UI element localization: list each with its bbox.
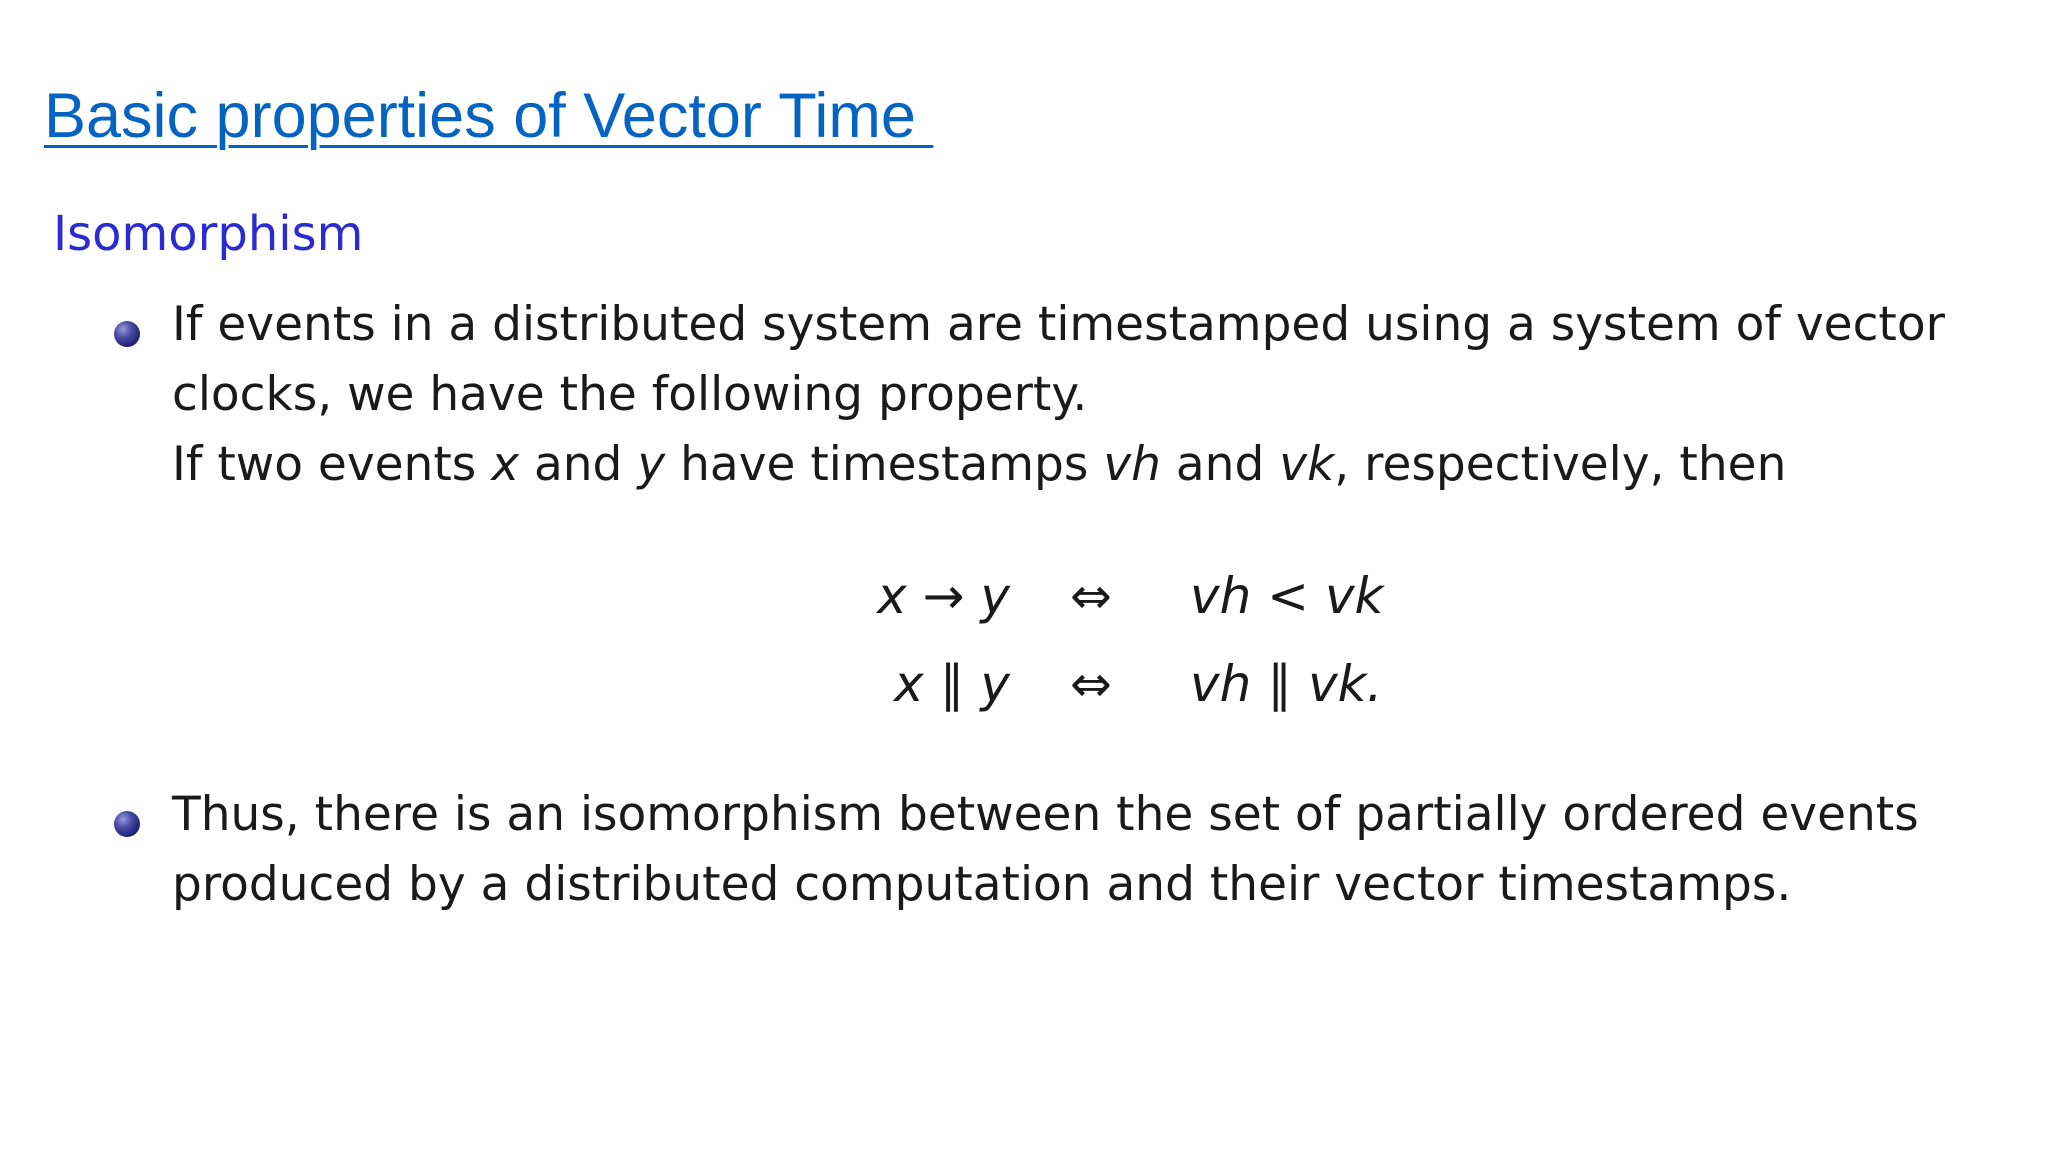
text-run: , respectively, then bbox=[1334, 437, 1787, 492]
bullet-icon bbox=[114, 811, 140, 837]
iff-symbol: ⇔ bbox=[1070, 655, 1112, 713]
text-run: Thus, there is an isomorphism between the set of partially ordered events bbox=[172, 787, 1919, 842]
equation-block bbox=[0, 556, 2048, 746]
math-variable: y bbox=[637, 437, 666, 492]
bullet-line bbox=[172, 780, 2022, 850]
bullet-line bbox=[172, 290, 2022, 360]
block-title: Isomorphism bbox=[53, 206, 364, 262]
bullet-line bbox=[172, 850, 2022, 920]
text-run: clocks, we have the following property. bbox=[172, 367, 1088, 422]
equation-rhs: vh < vk bbox=[1190, 567, 1384, 625]
equation-lhs: x → y bbox=[877, 567, 1010, 625]
bullet-line bbox=[172, 360, 2022, 430]
slide-title-link[interactable]: Basic properties of Vector Time bbox=[44, 81, 934, 151]
math-variable: vk bbox=[1279, 437, 1335, 492]
text-run: produced by a distributed computation and their vector timestamps. bbox=[172, 857, 1792, 912]
bullet-line bbox=[172, 430, 2022, 500]
equation-row bbox=[0, 644, 2048, 724]
text-run: and bbox=[519, 437, 638, 492]
text-run: and bbox=[1160, 437, 1280, 492]
math-variable: vh bbox=[1103, 437, 1161, 492]
text-run: have timestamps bbox=[665, 437, 1104, 492]
equation-row bbox=[0, 556, 2048, 636]
text-run: If events in a distributed system are timestamped using a system of vector bbox=[172, 297, 1945, 352]
equation-lhs: x ∥ y bbox=[894, 655, 1010, 713]
equation-rhs: vh ∥ vk. bbox=[1190, 655, 1383, 713]
bullet-text bbox=[172, 290, 2022, 500]
iff-symbol: ⇔ bbox=[1070, 567, 1112, 625]
bullet-icon bbox=[114, 321, 140, 347]
math-variable: x bbox=[491, 437, 520, 492]
bullet-text bbox=[172, 780, 2022, 920]
text-run: If two events bbox=[172, 437, 492, 492]
